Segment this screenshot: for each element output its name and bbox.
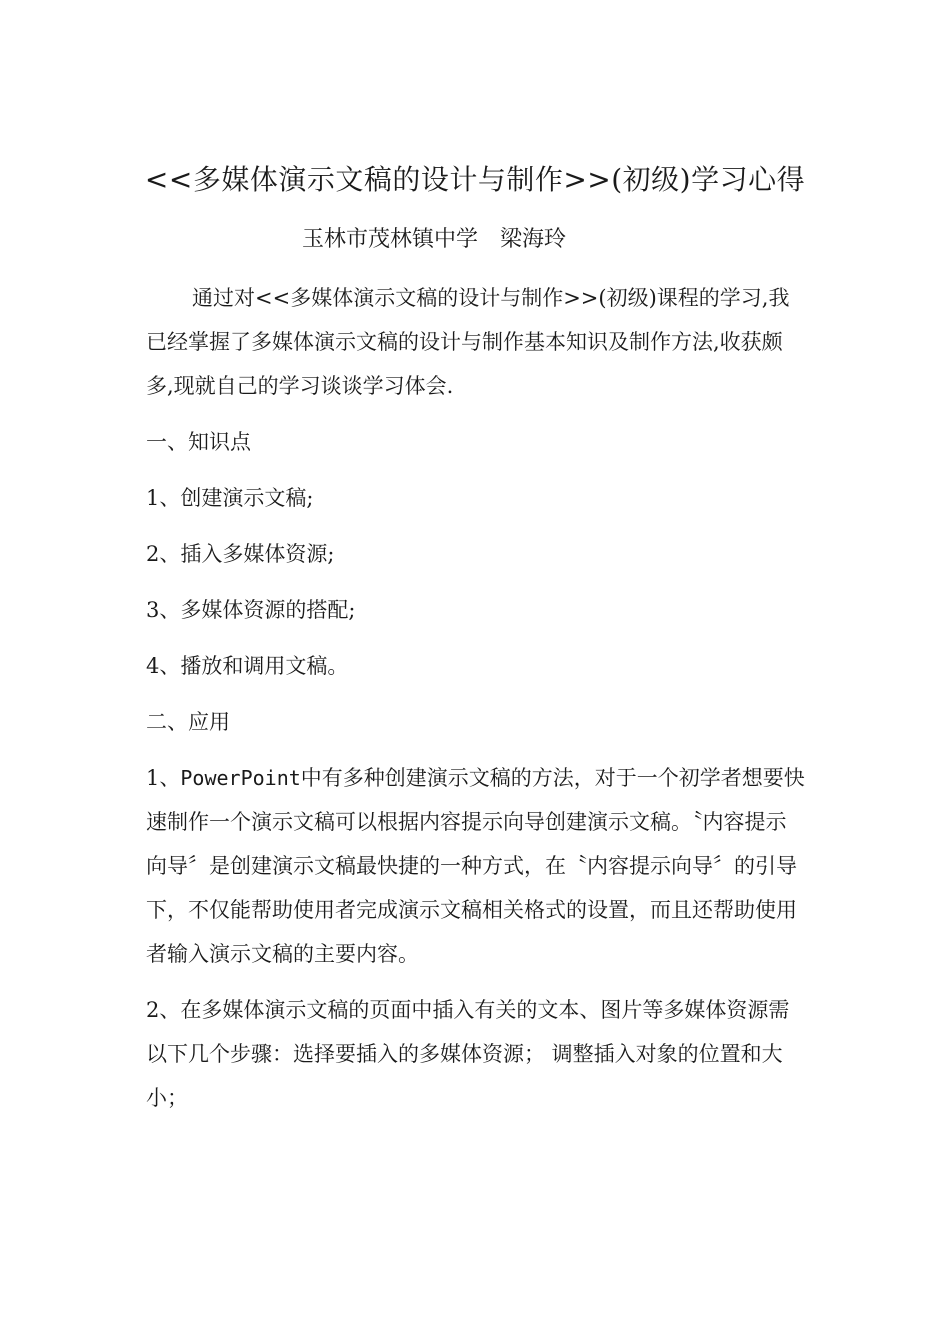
section-heading-application: 二、应用 xyxy=(146,710,230,734)
document-title: <<多媒体演示文稿的设计与制作>>(初级)学习心得 xyxy=(144,163,806,196)
application-paragraph-2: 2、在多媒体演示文稿的页面中插入有关的文本、图片等多媒体资源需以下几个步骤：选择要插入的多媒体资源； 调整插入对象的位置和大小； xyxy=(146,998,790,1110)
knowledge-item: 4、播放和调用文稿。 xyxy=(146,654,349,678)
section-heading-knowledge: 一、知识点 xyxy=(146,430,251,454)
document-body xyxy=(146,276,806,1120)
knowledge-item: 1、创建演示文稿; xyxy=(146,486,314,510)
powerpoint-keyword: PowerPoint xyxy=(180,766,301,790)
knowledge-item: 2、插入多媒体资源; xyxy=(146,542,335,566)
author-name: 梁海玲 xyxy=(500,227,567,252)
knowledge-item: 3、多媒体资源的搭配; xyxy=(146,598,356,622)
paragraph-number: 1、 xyxy=(146,766,181,790)
author-line xyxy=(302,222,566,258)
intro-paragraph: 通过对<<多媒体演示文稿的设计与制作>>(初级)课程的学习,我已经掌握了多媒体演示文稿的设计与制作基本知识及制作方法,收获颇多,现就自己的学习谈谈学习体会. xyxy=(146,286,790,398)
application-paragraph-1 xyxy=(146,756,806,976)
author-school: 玉林市茂林镇中学 xyxy=(302,227,479,252)
paragraph-text: 中有多种创建演示文稿的方法，对于一个初学者想要快速制作一个演示文稿可以根据内容提示向导创建演示文稿。〝内容提示向导〞是创建演示文稿最快捷的一种方式，在〝内容提示向导〞的引导下，不仅能帮助使用者完成演示文稿相关格式的设置，而且还帮助使用者输入演示文稿的主要内容。 xyxy=(146,766,805,966)
